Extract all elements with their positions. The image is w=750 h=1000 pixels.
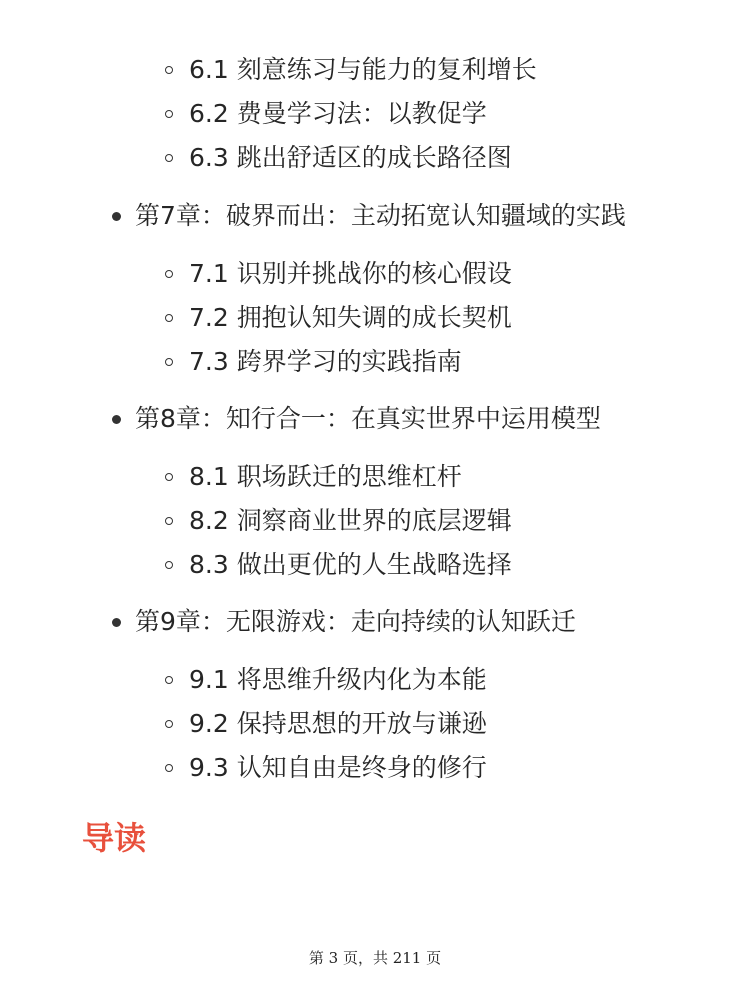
hollow-bullet-icon xyxy=(165,561,173,569)
toc-subsection-7-2[interactable]: 7.2 拥抱认知失调的成长契机 xyxy=(189,303,512,332)
toc-subsection-7-1[interactable]: 7.1 识别并挑战你的核心假设 xyxy=(189,259,512,288)
toc-subsection-6-1[interactable]: 6.1 刻意练习与能力的复利增长 xyxy=(189,55,537,84)
toc-subsection-9-3[interactable]: 9.3 认知自由是终身的修行 xyxy=(189,753,487,782)
toc-subsection-6-3[interactable]: 6.3 跳出舒适区的成长路径图 xyxy=(189,143,512,172)
hollow-bullet-icon xyxy=(165,676,173,684)
toc-subsection-9-2[interactable]: 9.2 保持思想的开放与谦逊 xyxy=(189,709,487,738)
hollow-bullet-icon xyxy=(165,314,173,322)
solid-bullet-icon xyxy=(112,618,121,627)
toc-subsection-9-1[interactable]: 9.1 将思维升级内化为本能 xyxy=(189,665,487,694)
toc-chapter-8[interactable]: 第8章：知行合一：在真实世界中运用模型 xyxy=(135,404,601,433)
toc-subsection-8-2[interactable]: 8.2 洞察商业世界的底层逻辑 xyxy=(189,506,512,535)
hollow-bullet-icon xyxy=(165,358,173,366)
hollow-bullet-icon xyxy=(165,110,173,118)
toc-subsection-8-1[interactable]: 8.1 职场跃迁的思维杠杆 xyxy=(189,462,462,491)
solid-bullet-icon xyxy=(112,415,121,424)
section-heading-introduction: 导读 xyxy=(82,819,147,857)
hollow-bullet-icon xyxy=(165,473,173,481)
hollow-bullet-icon xyxy=(165,764,173,772)
toc-subsection-8-3[interactable]: 8.3 做出更优的人生战略选择 xyxy=(189,550,512,579)
toc-chapter-7[interactable]: 第7章：破界而出：主动拓宽认知疆域的实践 xyxy=(135,201,626,230)
hollow-bullet-icon xyxy=(165,270,173,278)
solid-bullet-icon xyxy=(112,212,121,221)
hollow-bullet-icon xyxy=(165,154,173,162)
hollow-bullet-icon xyxy=(165,720,173,728)
toc-subsection-6-2[interactable]: 6.2 费曼学习法：以教促学 xyxy=(189,99,487,128)
toc-chapter-9[interactable]: 第9章：无限游戏：走向持续的认知跃迁 xyxy=(135,607,576,636)
toc-subsection-7-3[interactable]: 7.3 跨界学习的实践指南 xyxy=(189,347,462,376)
page-number-footer: 第 3 页，共 211 页 xyxy=(308,949,442,967)
hollow-bullet-icon xyxy=(165,66,173,74)
hollow-bullet-icon xyxy=(165,517,173,525)
